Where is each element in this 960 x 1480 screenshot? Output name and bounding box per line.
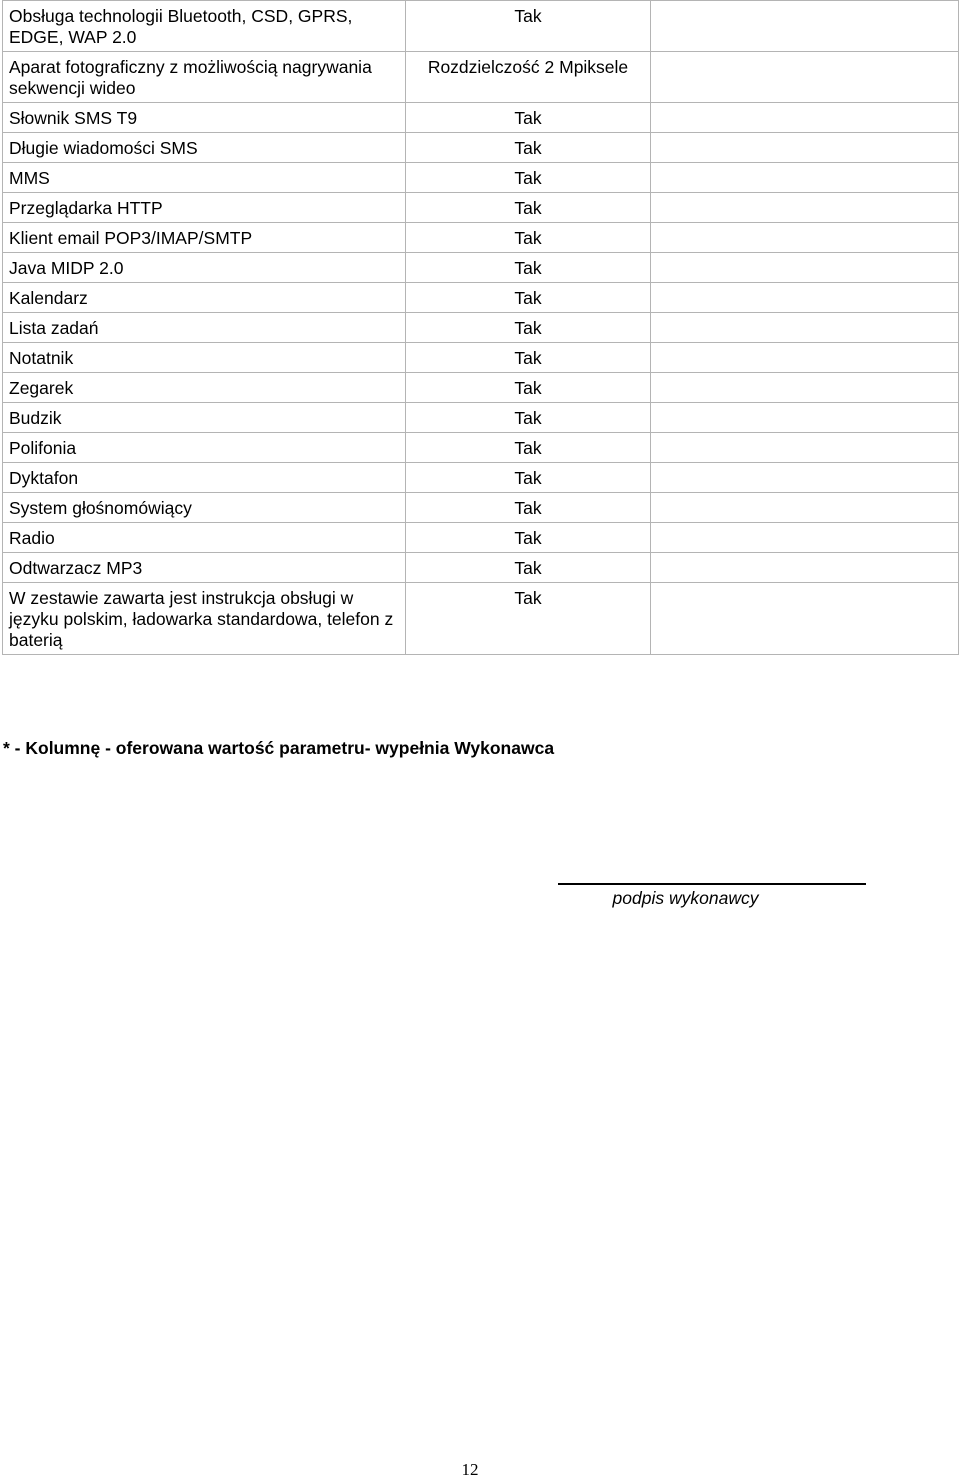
offered-value-cell[interactable]: [651, 103, 959, 133]
offered-value-cell[interactable]: [651, 52, 959, 103]
table-row: [3, 523, 959, 553]
table-row: [3, 1, 959, 52]
offered-value-cell[interactable]: [651, 283, 959, 313]
feature-cell: Dyktafon: [3, 463, 406, 493]
required-value-cell: Tak: [406, 283, 651, 313]
table-row: [3, 283, 959, 313]
feature-cell: Długie wiadomości SMS: [3, 133, 406, 163]
required-value-cell: Tak: [406, 493, 651, 523]
feature-cell: Budzik: [3, 403, 406, 433]
table-row: [3, 253, 959, 283]
required-value-cell: Tak: [406, 103, 651, 133]
required-value-cell: Tak: [406, 223, 651, 253]
required-value-cell: Tak: [406, 1, 651, 52]
required-value-cell: Tak: [406, 523, 651, 553]
feature-cell: Radio: [3, 523, 406, 553]
feature-cell: Kalendarz: [3, 283, 406, 313]
required-value-cell: Tak: [406, 313, 651, 343]
spec-table: [2, 0, 959, 655]
feature-cell: Słownik SMS T9: [3, 103, 406, 133]
required-value-cell: Rozdzielczość 2 Mpiksele: [406, 52, 651, 103]
feature-cell: MMS: [3, 163, 406, 193]
required-value-cell: Tak: [406, 463, 651, 493]
table-row: [3, 433, 959, 463]
feature-cell: Zegarek: [3, 373, 406, 403]
required-value-cell: Tak: [406, 253, 651, 283]
offered-value-cell[interactable]: [651, 163, 959, 193]
offered-value-cell[interactable]: [651, 193, 959, 223]
offered-value-cell[interactable]: [651, 523, 959, 553]
required-value-cell: Tak: [406, 343, 651, 373]
table-row: [3, 583, 959, 655]
offered-value-cell[interactable]: [651, 133, 959, 163]
feature-cell: Aparat fotograficzny z możliwością nagrywania sekwencji wideo: [3, 52, 406, 103]
table-row: [3, 493, 959, 523]
required-value-cell: Tak: [406, 403, 651, 433]
offered-value-cell[interactable]: [651, 1, 959, 52]
table-row: [3, 463, 959, 493]
required-value-cell: Tak: [406, 193, 651, 223]
required-value-cell: Tak: [406, 133, 651, 163]
table-row: [3, 553, 959, 583]
feature-cell: Klient email POP3/IMAP/SMTP: [3, 223, 406, 253]
table-row: [3, 403, 959, 433]
offered-value-cell[interactable]: [651, 313, 959, 343]
offered-value-cell[interactable]: [651, 493, 959, 523]
offered-value-cell[interactable]: [651, 373, 959, 403]
table-row: [3, 52, 959, 103]
offered-value-cell[interactable]: [651, 553, 959, 583]
required-value-cell: Tak: [406, 163, 651, 193]
feature-cell: W zestawie zawarta jest instrukcja obsługi w języku polskim, ładowarka standardowa, telefon z baterią: [3, 583, 406, 655]
table-row: [3, 133, 959, 163]
feature-cell: Lista zadań: [3, 313, 406, 343]
offered-value-cell[interactable]: [651, 223, 959, 253]
page-number: 12: [461, 1460, 479, 1479]
offered-value-cell[interactable]: [651, 253, 959, 283]
table-row: [3, 313, 959, 343]
signature-line: [558, 883, 866, 885]
offered-value-cell[interactable]: [651, 463, 959, 493]
table-row: [3, 163, 959, 193]
feature-cell: System głośnomówiący: [3, 493, 406, 523]
feature-cell: Przeglądarka HTTP: [3, 193, 406, 223]
spec-table-body: [3, 1, 959, 655]
table-row: [3, 373, 959, 403]
footnote: * - Kolumnę - oferowana wartość parametru- wypełnia Wykonawca: [3, 738, 555, 758]
feature-cell: Java MIDP 2.0: [3, 253, 406, 283]
feature-cell: Obsługa technologii Bluetooth, CSD, GPRS, EDGE, WAP 2.0: [3, 1, 406, 52]
offered-value-cell[interactable]: [651, 433, 959, 463]
required-value-cell: Tak: [406, 553, 651, 583]
offered-value-cell[interactable]: [651, 403, 959, 433]
table-row: [3, 223, 959, 253]
required-value-cell: Tak: [406, 433, 651, 463]
feature-cell: Notatnik: [3, 343, 406, 373]
signature-label: podpis wykonawcy: [612, 888, 759, 908]
table-row: [3, 103, 959, 133]
offered-value-cell[interactable]: [651, 343, 959, 373]
table-row: [3, 193, 959, 223]
required-value-cell: Tak: [406, 583, 651, 655]
feature-cell: Odtwarzacz MP3: [3, 553, 406, 583]
required-value-cell: Tak: [406, 373, 651, 403]
offered-value-cell[interactable]: [651, 583, 959, 655]
feature-cell: Polifonia: [3, 433, 406, 463]
table-row: [3, 343, 959, 373]
